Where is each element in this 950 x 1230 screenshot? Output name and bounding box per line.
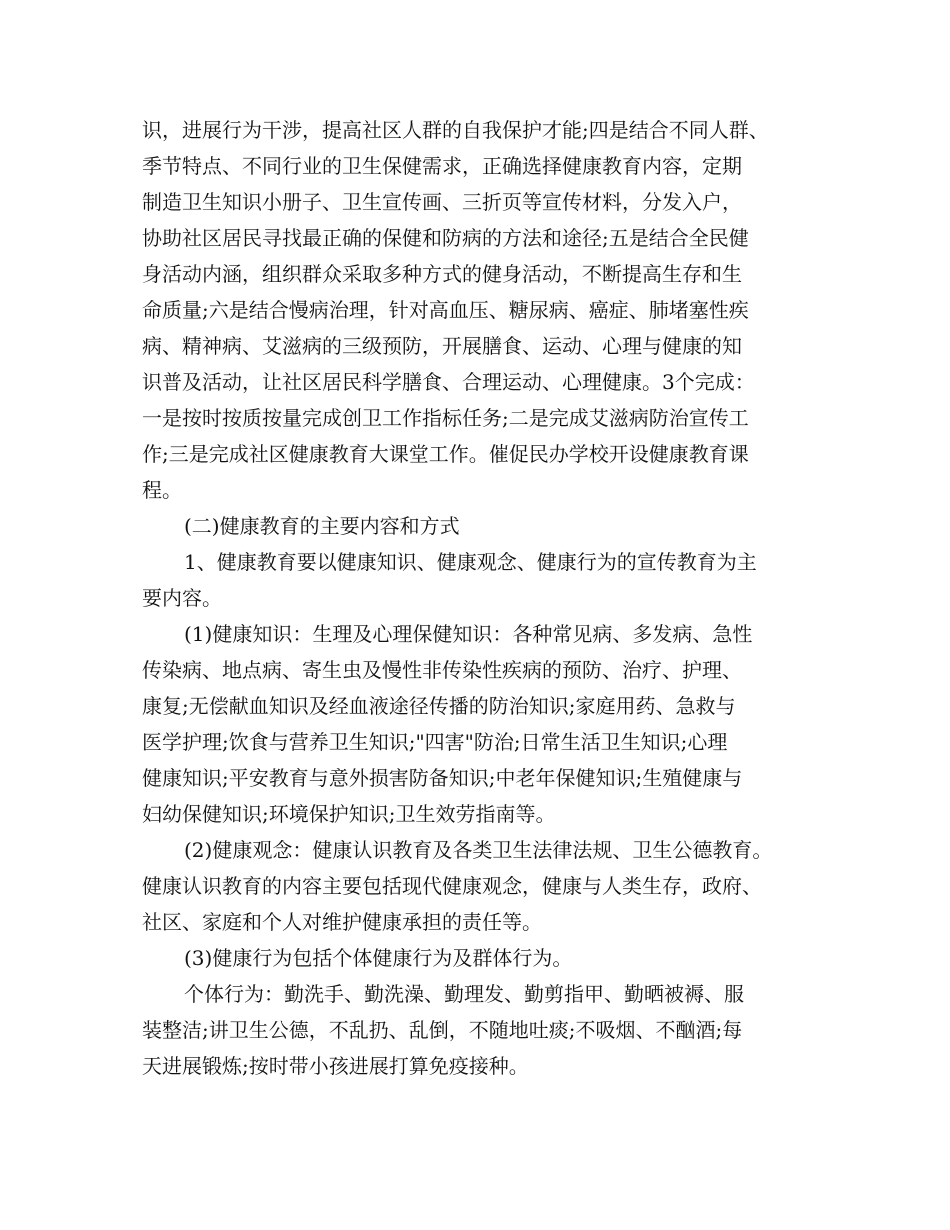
text-line: 妇幼保健知识;环境保护知识;卫生效劳指南等。: [142, 802, 556, 826]
text-line: 制造卫生知识小册子、卫生宣传画、三折页等宣传材料，分发入户，: [142, 190, 742, 214]
text-line: 作;三是完成社区健康教育大课堂工作。催促民办学校开设健康教育课: [142, 442, 749, 466]
text-line: 装整洁;讲卫生公德，不乱扔、乱倒，不随地吐痰;不吸烟、不酗酒;每: [142, 1018, 743, 1042]
text-line: (3)健康行为包括个体健康行为及群体行为。: [184, 946, 573, 970]
text-line: 程。: [142, 478, 182, 502]
text-line: 医学护理;饮食与营养卫生知识;"四害"防治;日常生活卫生知识;心理: [142, 730, 728, 754]
text-line: 要内容。: [142, 586, 222, 610]
text-line: 一是按时按质按量完成创卫工作指标任务;二是完成艾滋病防治宣传工: [142, 406, 749, 430]
text-line: 识普及活动，让社区居民科学膳食、合理运动、心理健康。3个完成：: [142, 370, 755, 394]
section-heading: (二)健康教育的主要内容和方式: [184, 514, 460, 538]
text-line: 个体行为：勤洗手、勤洗澡、勤理发、勤剪指甲、勤晒被褥、服: [184, 982, 744, 1006]
text-line: 协助社区居民寻找最正确的保健和防病的方法和途径;五是结合全民健: [142, 226, 749, 250]
text-line: 病、精神病、艾滋病的三级预防，开展膳食、运动、心理与健康的知: [142, 334, 742, 358]
text-line: 识，进展行为干涉，提高社区人群的自我保护才能;四是结合不同人群、: [142, 118, 769, 142]
text-line: 健康知识;平安教育与意外损害防备知识;中老年保健知识;生殖健康与: [142, 766, 743, 790]
text-line: 1、健康教育要以健康知识、健康观念、健康行为的宣传教育为主: [184, 550, 757, 574]
text-line: (2)健康观念：健康认识教育及各类卫生法律法规、卫生公德教育。: [184, 838, 773, 862]
text-line: 身活动内涵，组织群众采取多种方式的健身活动，不断提高生存和生: [142, 262, 742, 286]
text-line: (1)健康知识：生理及心理保健知识：各种常见病、多发病、急性: [184, 622, 753, 646]
text-line: 传染病、地点病、寄生虫及慢性非传染性疾病的预防、治疗、护理、: [142, 658, 742, 682]
text-line: 康复;无偿献血知识及经血液途径传播的防治知识;家庭用药、急救与: [142, 694, 736, 718]
text-line: 天进展锻炼;按时带小孩进展打算免疫接种。: [142, 1054, 529, 1078]
text-line: 命质量;六是结合慢病治理，针对高血压、糖尿病、癌症、肺堵塞性疾: [142, 298, 749, 322]
text-line: 健康认识教育的内容主要包括现代健康观念，健康与人类生存，政府、: [142, 874, 762, 898]
text-line: 社区、家庭和个人对维护健康承担的责任等。: [142, 910, 542, 934]
document-body: [142, 112, 822, 1084]
text-line: 季节特点、不同行业的卫生保健需求，正确选择健康教育内容，定期: [142, 154, 742, 178]
